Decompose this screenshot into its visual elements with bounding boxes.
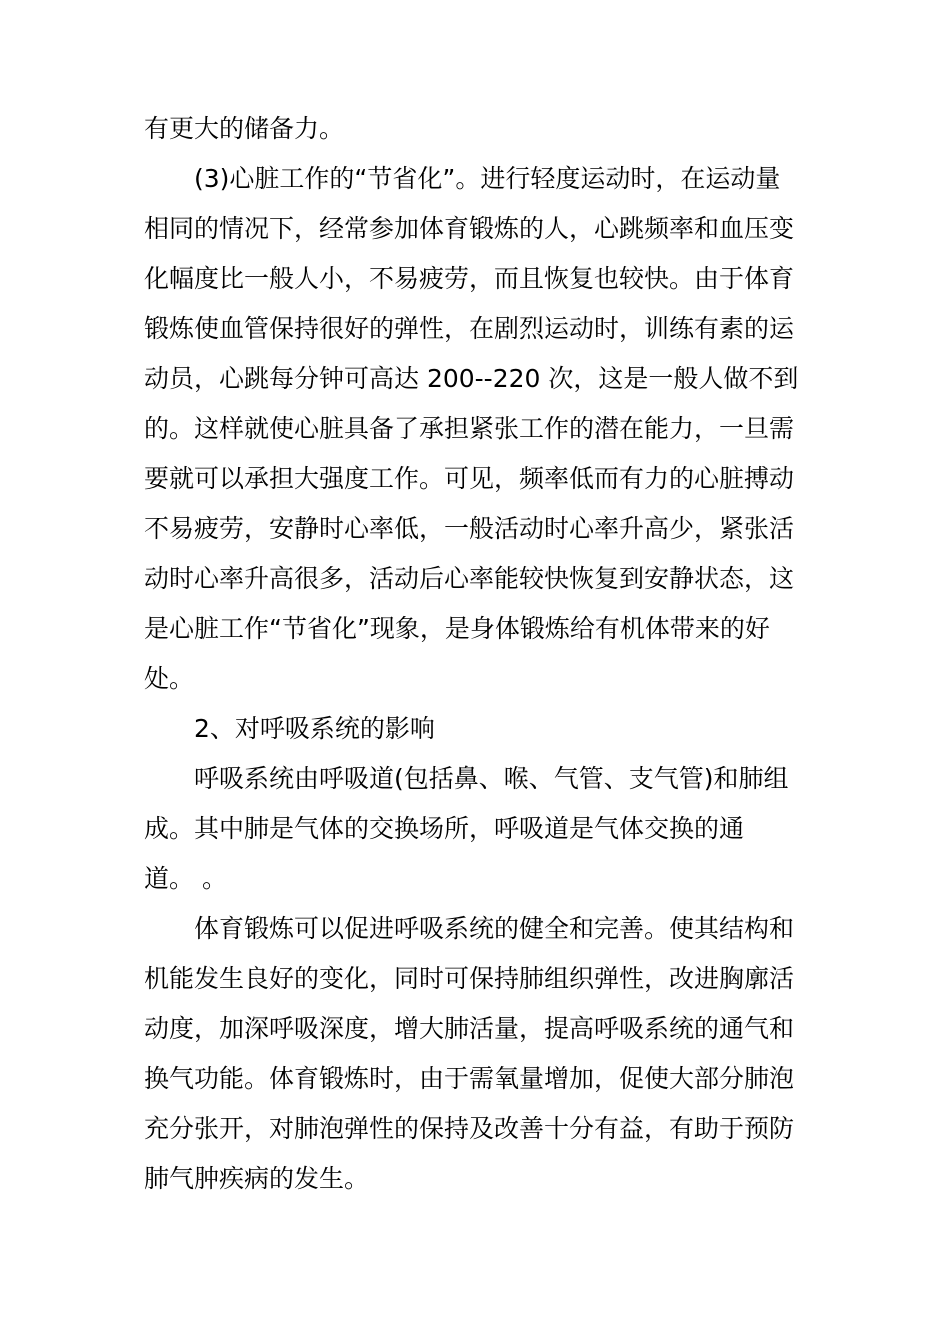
paragraph-line: 要就可以承担大强度工作。可见，频率低而有力的心脏搏动	[144, 464, 795, 493]
paragraph-line: 机能发生良好的变化，同时可保持肺组织弹性，改进胸廓活	[144, 964, 795, 993]
paragraph-line: 动员，心跳每分钟可高达 200--220 次，这是一般人做不到	[144, 364, 799, 393]
paragraph-line: 化幅度比一般人小，不易疲劳，而且恢复也较快。由于体育	[144, 264, 795, 293]
paragraph-line: 动时心率升高很多，活动后心率能较快恢复到安静状态，这	[144, 564, 795, 593]
paragraph-line: 动度，加深呼吸深度，增大肺活量，提高呼吸系统的通气和	[144, 1014, 795, 1043]
paragraph-line: 肺气肿疾病的发生。	[144, 1164, 370, 1193]
paragraph-line: 有更大的储备力。	[144, 114, 345, 143]
paragraph-line: 相同的情况下，经常参加体育锻炼的人，心跳频率和血压变	[144, 214, 795, 243]
paragraph-line: 呼吸系统由呼吸道(包括鼻、喉、气管、支气管)和肺组	[194, 764, 789, 793]
paragraph-line: 体育锻炼可以促进呼吸系统的健全和完善。使其结构和	[194, 914, 795, 943]
paragraph-line: 是心脏工作“节省化”现象，是身体锻炼给有机体带来的好	[144, 614, 770, 643]
paragraph-line: 处。	[144, 664, 195, 693]
paragraph-line: 道。 。	[144, 864, 227, 893]
paragraph-line: 换气功能。体育锻炼时，由于需氧量增加，促使大部分肺泡	[144, 1064, 795, 1093]
paragraph-line: (3)心脏工作的“节省化”。进行轻度运动时，在运动量	[194, 164, 781, 193]
paragraph-line: 不易疲劳，安静时心率低，一般活动时心率升高少，紧张活	[144, 514, 795, 543]
paragraph-line: 的。这样就使心脏具备了承担紧张工作的潜在能力，一旦需	[144, 414, 795, 443]
paragraph-line: 锻炼使血管保持很好的弹性，在剧烈运动时，训练有素的运	[144, 314, 795, 343]
section-heading: 2、对呼吸系统的影响	[194, 714, 435, 743]
paragraph-line: 成。其中肺是气体的交换场所，呼吸道是气体交换的通	[144, 814, 745, 843]
paragraph-line: 充分张开，对肺泡弹性的保持及改善十分有益，有助于预防	[144, 1114, 795, 1143]
